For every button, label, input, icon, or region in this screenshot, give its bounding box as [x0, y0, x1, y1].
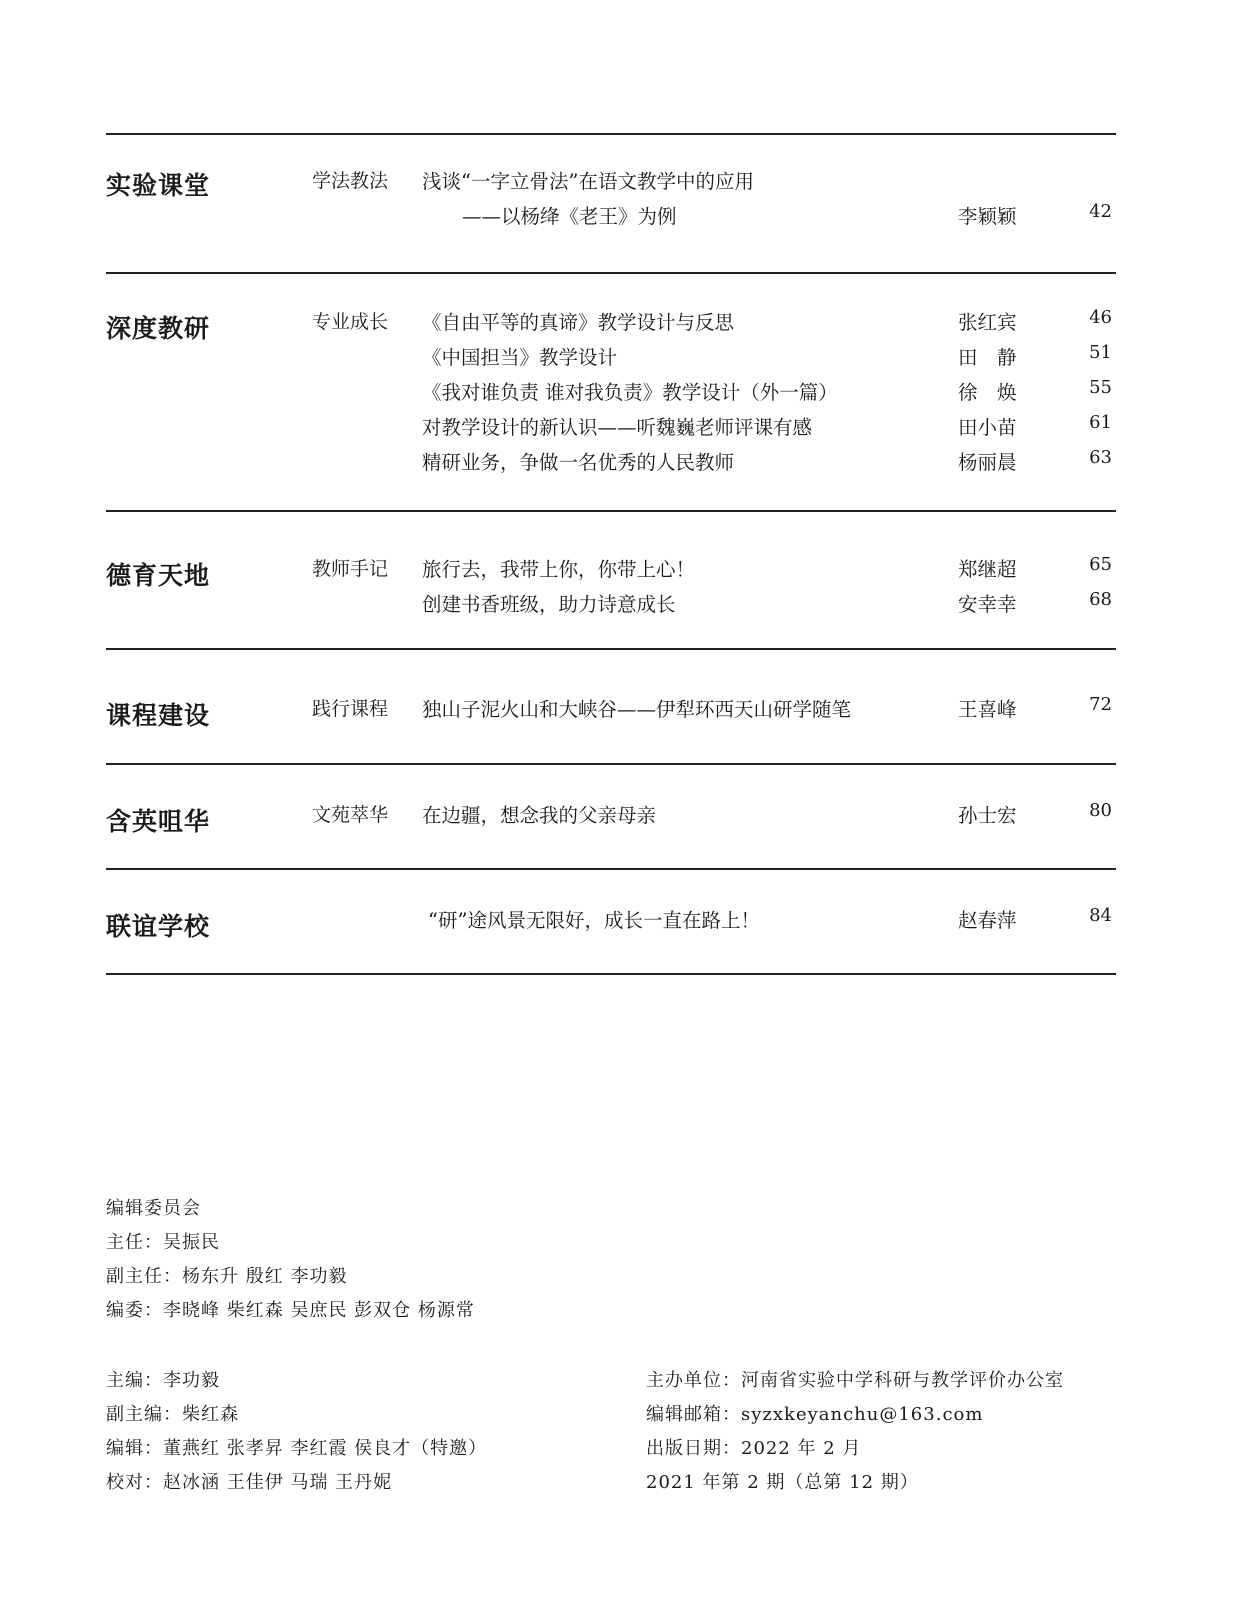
page-number: 84: [1089, 905, 1112, 926]
column-name: 践行课程: [312, 698, 389, 720]
article-subtitle: ——以杨绛《老王》为例: [462, 205, 677, 228]
article-title: 旅行去，我带上你，你带上心！: [422, 558, 696, 581]
article-author: 田小苗: [958, 416, 1017, 439]
column-name: 专业成长: [312, 311, 389, 333]
section-title: 德育天地: [106, 561, 211, 590]
divider: [106, 648, 1116, 650]
column-name: 学法教法: [312, 170, 389, 192]
article-author: 安幸幸: [958, 593, 1017, 616]
toc-entry[interactable]: [106, 800, 1116, 835]
toc-entries: [106, 554, 1116, 624]
section-title: 含英咀华: [106, 807, 211, 836]
article-title: 《我对谁负责 谁对我负责》教学设计（外一篇）: [422, 381, 838, 404]
divider: [106, 133, 1116, 135]
article-author: 张红宾: [958, 311, 1017, 334]
committee-heading: 编辑委员会: [106, 1198, 201, 1219]
editorial-staff: [106, 1364, 487, 1500]
page-number: 63: [1089, 447, 1112, 468]
divider: [106, 763, 1116, 765]
committee-line: 编委：李晓峰 柴红森 吴庶民 彭双仓 杨源常: [106, 1300, 475, 1321]
article-title: 在边疆，想念我的父亲母亲: [422, 804, 657, 827]
toc-entry[interactable]: [106, 342, 1116, 377]
article-title: 对教学设计的新认识——听魏巍老师评课有感: [422, 416, 813, 439]
article-author: 郑继超: [958, 558, 1017, 581]
page-number: 72: [1089, 694, 1112, 715]
article-author: 徐 焕: [958, 381, 1017, 404]
toc-entry[interactable]: [106, 554, 1116, 589]
divider: [106, 973, 1116, 975]
toc-entry[interactable]: [106, 447, 1116, 482]
article-title: 《自由平等的真谛》教学设计与反思: [422, 311, 735, 334]
publication-info: [646, 1364, 1064, 1500]
page-number: 51: [1089, 342, 1112, 363]
toc-entries: [106, 166, 1116, 236]
page-number: 65: [1089, 554, 1112, 575]
publish-date-line: 出版日期：2022 年 2 月: [646, 1438, 862, 1459]
article-author: 王喜峰: [958, 698, 1017, 721]
column-name: 教师手记: [312, 558, 389, 580]
page-number: 61: [1089, 412, 1112, 433]
email-line: 编辑邮箱：syzxkeyanchu@163.com: [646, 1404, 984, 1425]
page-number: 80: [1089, 800, 1112, 821]
toc-entry[interactable]: [106, 307, 1116, 342]
toc-entry[interactable]: [106, 694, 1116, 729]
committee-line: 主任：吴振民: [106, 1232, 220, 1253]
article-title: 精研业务，争做一名优秀的人民教师: [422, 451, 735, 474]
editor-line: 主编：李功毅: [106, 1370, 220, 1391]
section-title: 课程建设: [106, 701, 211, 730]
toc-entry[interactable]: [106, 412, 1116, 447]
section-title: 联谊学校: [106, 912, 211, 941]
toc-entry[interactable]: [106, 905, 1116, 940]
editor-line: 校对：赵冰涵 王佳伊 马瑞 王丹妮: [106, 1472, 393, 1493]
page-number: 46: [1089, 307, 1112, 328]
article-author: 杨丽晨: [958, 451, 1017, 474]
article-title: 创建书香班级，助力诗意成长: [422, 593, 676, 616]
article-author: 孙士宏: [958, 804, 1017, 827]
column-name: 文苑萃华: [312, 804, 389, 826]
toc-entry[interactable]: [106, 166, 1116, 201]
issue-line: 2021 年第 2 期（总第 12 期）: [646, 1472, 919, 1493]
editor-line: 编辑：董燕红 张孝昇 李红霞 侯良才（特邀）: [106, 1438, 488, 1459]
section-title: 实验课堂: [106, 171, 211, 200]
article-title: 《中国担当》教学设计: [422, 346, 618, 369]
article-title: 浅谈“一字立骨法”在语文教学中的应用: [422, 170, 754, 193]
divider: [106, 272, 1116, 274]
article-author: 赵春萍: [958, 909, 1017, 932]
publisher-line: 主办单位：河南省实验中学科研与教学评价办公室: [646, 1370, 1064, 1391]
toc-entries: [106, 694, 1116, 729]
page-number: 55: [1089, 377, 1112, 398]
page-number: 42: [1089, 201, 1112, 222]
committee-line: 副主任：杨东升 殷红 李功毅: [106, 1266, 348, 1287]
editorial-committee: [106, 1192, 475, 1328]
toc-entries: [106, 307, 1116, 482]
toc-entry[interactable]: [106, 589, 1116, 624]
article-author: 李颖颖: [958, 205, 1017, 228]
article-author: 田 静: [958, 346, 1017, 369]
editor-line: 副主编：柴红森: [106, 1404, 239, 1425]
toc-entries: [106, 905, 1116, 940]
divider: [106, 868, 1116, 870]
article-title: “研”途风景无限好，成长一直在路上！: [428, 909, 760, 932]
page-number: 68: [1089, 589, 1112, 610]
toc-entries: [106, 800, 1116, 835]
article-title: 独山子泥火山和大峡谷——伊犁环西天山研学随笔: [422, 698, 852, 721]
section-title: 深度教研: [106, 314, 211, 343]
toc-entry[interactable]: [106, 201, 1116, 236]
toc-entry[interactable]: [106, 377, 1116, 412]
divider: [106, 510, 1116, 512]
